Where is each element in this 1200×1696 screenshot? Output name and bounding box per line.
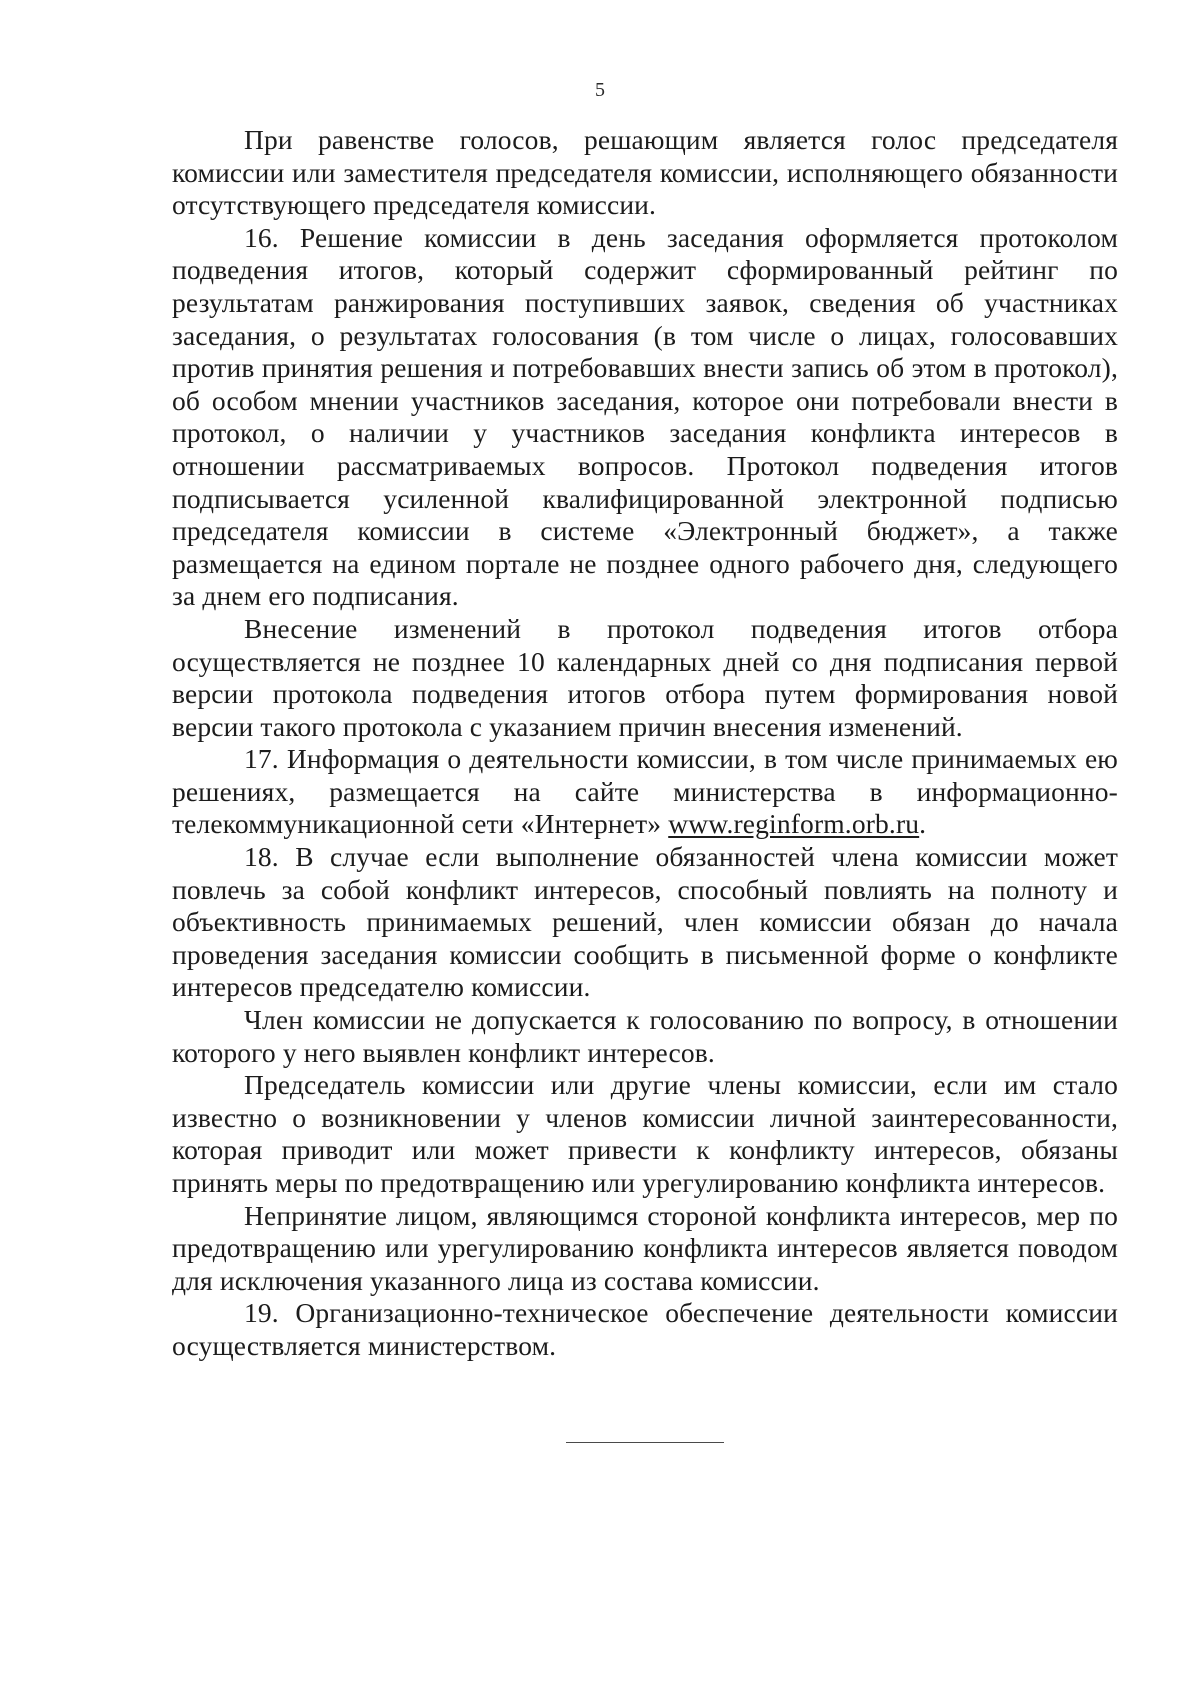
paragraph-17-text: 17. Информация о деятельности комиссии, в том числе принимаемых ею решениях, размещается на сайте министерства в информационно-телекоммуникационной сети «Интернет»	[172, 743, 1118, 840]
paragraph-19-support: 19. Организационно-техническое обеспечение деятельности комиссии осуществляется министерством.	[172, 1297, 1118, 1361]
paragraph-18-conflict: 18. В случае если выполнение обязанностей члена комиссии может повлечь за собой конфликт интересов, способный повлиять на полноту и объективность принимаемых решений, член комиссии обязан до начала проведения заседания комиссии сообщить в письменной форме о конфликте интересов председателю комиссии.	[172, 841, 1118, 1003]
website-link[interactable]: www.reginform.orb.ru	[668, 808, 920, 840]
paragraph-17-information	[172, 743, 1118, 841]
paragraph-voting-exclusion: Член комиссии не допускается к голосованию по вопросу, в отношении которого у него выявлен конфликт интересов.	[172, 1004, 1118, 1068]
paragraph-17-end: .	[919, 808, 927, 840]
document-body	[172, 124, 1118, 1363]
paragraph-chairman-measures: Председатель комиссии или другие члены комиссии, если им стало известно о возникновении у членов комиссии личной заинтересованности, которая приводит или может привести к конфликту интересов, обязаны принять меры по предотвращению или урегулированию конфликта интересов.	[172, 1069, 1118, 1198]
end-divider	[566, 1442, 724, 1443]
page-number: 5	[595, 79, 605, 101]
paragraph-tie-vote: При равенстве голосов, решающим является голос председателя комиссии или заместителя председателя комиссии, исполняющего обязанности отсутствующего председателя комиссии.	[172, 124, 1118, 221]
paragraph-protocol-changes: Внесение изменений в протокол подведения итогов отбора осуществляется не позднее 10 календарных дней со дня подписания первой версии протокола подведения итогов отбора путем формирования новой версии такого протокола с указанием причин внесения изменений.	[172, 612, 1118, 742]
paragraph-16-protocol: 16. Решение комиссии в день заседания оформляется протоколом подведения итогов, который содержит сформированный рейтинг по результатам ранжирования поступивших заявок, сведения об участниках заседания, о результатах голосования (в том числе о лицах, голосовавших против принятия решения и потребовавших внести запись об этом в протокол), об особом мнении участников заседания, которое они потребовали внести в протокол, о наличии у участников заседания конфликта интересов в отношении рассматриваемых вопросов. Протокол подведения итогов подписывается усиленной квалифицированной электронной подписью председателя комиссии в системе «Электронный бюджет», а также размещается на едином портале не позднее одного рабочего дня, следующего за днем его подписания.	[172, 221, 1118, 612]
paragraph-non-acceptance: Непринятие лицом, являющимся стороной конфликта интересов, мер по предотвращению или урегулированию конфликта интересов является поводом для исключения указанного лица из состава комиссии.	[172, 1199, 1118, 1296]
